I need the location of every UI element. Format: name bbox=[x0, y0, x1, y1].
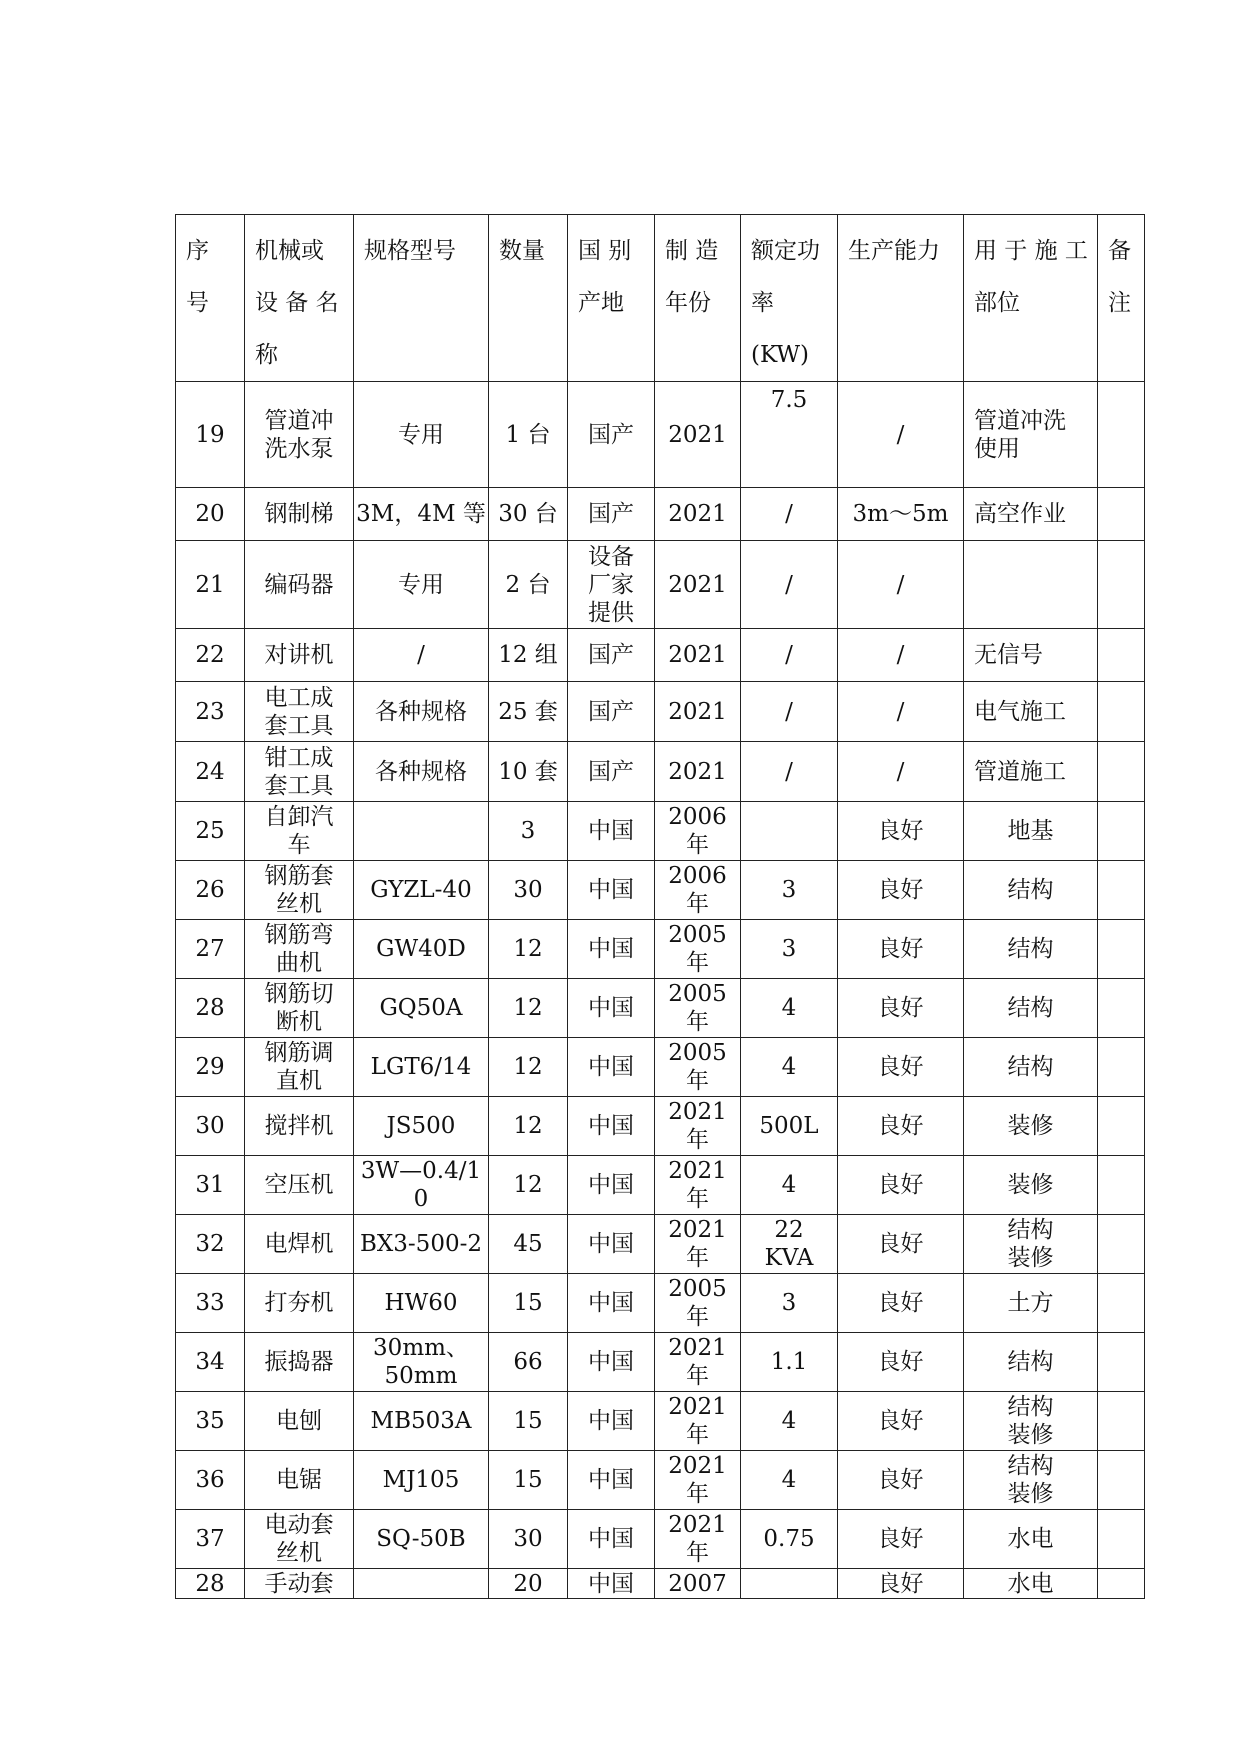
cell-capacity: 良好 bbox=[838, 1215, 964, 1274]
table-row bbox=[176, 979, 1145, 1038]
cell-year: 2021 bbox=[655, 382, 741, 488]
cell-remark bbox=[1098, 920, 1145, 979]
table-row bbox=[176, 541, 1145, 629]
cell-remark bbox=[1098, 861, 1145, 920]
cell-model: BX3-500-2 bbox=[354, 1215, 489, 1274]
cell-usage: 结构 装修 bbox=[964, 1392, 1098, 1451]
cell-model bbox=[354, 1569, 489, 1599]
cell-no: 26 bbox=[176, 861, 245, 920]
cell-model: 专用 bbox=[354, 541, 489, 629]
cell-remark bbox=[1098, 1451, 1145, 1510]
table-row bbox=[176, 1392, 1145, 1451]
cell-no: 32 bbox=[176, 1215, 245, 1274]
cell-year: 2021 bbox=[655, 742, 741, 802]
cell-no: 25 bbox=[176, 802, 245, 861]
cell-no: 33 bbox=[176, 1274, 245, 1333]
cell-no: 24 bbox=[176, 742, 245, 802]
cell-power: 22 KVA bbox=[741, 1215, 838, 1274]
cell-capacity: 良好 bbox=[838, 1510, 964, 1569]
cell-usage bbox=[964, 541, 1098, 629]
table-row bbox=[176, 1215, 1145, 1274]
cell-origin: 国产 bbox=[568, 488, 655, 541]
cell-no: 29 bbox=[176, 1038, 245, 1097]
cell-remark bbox=[1098, 1156, 1145, 1215]
cell-capacity: 良好 bbox=[838, 1097, 964, 1156]
header-cell: 机械或 设 备 名 称 bbox=[245, 215, 354, 382]
table-row bbox=[176, 742, 1145, 802]
cell-qty: 30 台 bbox=[489, 488, 568, 541]
cell-capacity: / bbox=[838, 382, 964, 488]
cell-power: 3 bbox=[741, 920, 838, 979]
cell-remark bbox=[1098, 802, 1145, 861]
cell-usage: 水电 bbox=[964, 1510, 1098, 1569]
cell-capacity: / bbox=[838, 682, 964, 742]
cell-power: 500L bbox=[741, 1097, 838, 1156]
cell-qty: 15 bbox=[489, 1274, 568, 1333]
cell-remark bbox=[1098, 1215, 1145, 1274]
cell-qty: 1 台 bbox=[489, 382, 568, 488]
cell-year: 2021 年 bbox=[655, 1333, 741, 1392]
cell-power: 4 bbox=[741, 1038, 838, 1097]
cell-capacity: 良好 bbox=[838, 979, 964, 1038]
cell-year: 2005 年 bbox=[655, 1038, 741, 1097]
cell-power: 4 bbox=[741, 979, 838, 1038]
cell-year: 2007 bbox=[655, 1569, 741, 1599]
cell-year: 2021 年 bbox=[655, 1510, 741, 1569]
cell-remark bbox=[1098, 382, 1145, 488]
cell-power: 0.75 bbox=[741, 1510, 838, 1569]
cell-capacity: 良好 bbox=[838, 1156, 964, 1215]
cell-usage: 装修 bbox=[964, 1156, 1098, 1215]
cell-capacity: 良好 bbox=[838, 920, 964, 979]
cell-origin: 中国 bbox=[568, 1333, 655, 1392]
table-row bbox=[176, 920, 1145, 979]
cell-power: / bbox=[741, 742, 838, 802]
cell-capacity: 良好 bbox=[838, 1274, 964, 1333]
cell-origin: 中国 bbox=[568, 802, 655, 861]
cell-qty: 30 bbox=[489, 861, 568, 920]
cell-usage: 装修 bbox=[964, 1097, 1098, 1156]
cell-origin: 中国 bbox=[568, 1510, 655, 1569]
cell-power: 1.1 bbox=[741, 1333, 838, 1392]
cell-model: SQ-50B bbox=[354, 1510, 489, 1569]
cell-qty: 12 bbox=[489, 979, 568, 1038]
table-row bbox=[176, 1333, 1145, 1392]
cell-model: 各种规格 bbox=[354, 682, 489, 742]
table-row bbox=[176, 1274, 1145, 1333]
cell-capacity: 良好 bbox=[838, 802, 964, 861]
cell-year: 2021 年 bbox=[655, 1451, 741, 1510]
cell-year: 2021 年 bbox=[655, 1156, 741, 1215]
cell-name: 搅拌机 bbox=[245, 1097, 354, 1156]
cell-year: 2021 年 bbox=[655, 1215, 741, 1274]
cell-qty: 2 台 bbox=[489, 541, 568, 629]
cell-usage: 结构 bbox=[964, 861, 1098, 920]
cell-year: 2021 年 bbox=[655, 1392, 741, 1451]
cell-qty: 3 bbox=[489, 802, 568, 861]
cell-origin: 国产 bbox=[568, 629, 655, 682]
cell-power bbox=[741, 1569, 838, 1599]
cell-origin: 中国 bbox=[568, 1038, 655, 1097]
header-cell: 制 造 年份 bbox=[655, 215, 741, 382]
header-cell: 数量 bbox=[489, 215, 568, 382]
header-cell: 序 号 bbox=[176, 215, 245, 382]
cell-usage: 水电 bbox=[964, 1569, 1098, 1599]
cell-usage: 结构 装修 bbox=[964, 1451, 1098, 1510]
cell-remark bbox=[1098, 682, 1145, 742]
cell-no: 21 bbox=[176, 541, 245, 629]
cell-capacity: 良好 bbox=[838, 1392, 964, 1451]
cell-name: 电刨 bbox=[245, 1392, 354, 1451]
cell-qty: 15 bbox=[489, 1451, 568, 1510]
cell-usage: 结构 装修 bbox=[964, 1215, 1098, 1274]
cell-qty: 12 bbox=[489, 1097, 568, 1156]
cell-year: 2005 年 bbox=[655, 920, 741, 979]
cell-power: / bbox=[741, 541, 838, 629]
cell-no: 34 bbox=[176, 1333, 245, 1392]
header-cell: 规格型号 bbox=[354, 215, 489, 382]
cell-no: 27 bbox=[176, 920, 245, 979]
cell-power bbox=[741, 802, 838, 861]
cell-usage: 结构 bbox=[964, 1333, 1098, 1392]
cell-power: 4 bbox=[741, 1156, 838, 1215]
table-row bbox=[176, 682, 1145, 742]
cell-remark bbox=[1098, 1038, 1145, 1097]
cell-no: 20 bbox=[176, 488, 245, 541]
cell-origin: 国产 bbox=[568, 682, 655, 742]
table-row bbox=[176, 629, 1145, 682]
table-row bbox=[176, 1451, 1145, 1510]
cell-qty: 30 bbox=[489, 1510, 568, 1569]
cell-qty: 10 套 bbox=[489, 742, 568, 802]
cell-power: / bbox=[741, 488, 838, 541]
cell-model: LGT6/14 bbox=[354, 1038, 489, 1097]
header-cell: 备 注 bbox=[1098, 215, 1145, 382]
cell-no: 37 bbox=[176, 1510, 245, 1569]
header-cell: 生产能力 bbox=[838, 215, 964, 382]
cell-year: 2021 年 bbox=[655, 1097, 741, 1156]
cell-name: 管道冲 洗水泵 bbox=[245, 382, 354, 488]
cell-remark bbox=[1098, 1569, 1145, 1599]
cell-no: 23 bbox=[176, 682, 245, 742]
cell-power: / bbox=[741, 682, 838, 742]
cell-year: 2006 年 bbox=[655, 861, 741, 920]
cell-capacity: 良好 bbox=[838, 861, 964, 920]
cell-model: GW40D bbox=[354, 920, 489, 979]
cell-no: 22 bbox=[176, 629, 245, 682]
cell-usage: 管道冲洗 使用 bbox=[964, 382, 1098, 488]
cell-usage: 土方 bbox=[964, 1274, 1098, 1333]
cell-power: 4 bbox=[741, 1392, 838, 1451]
table-row bbox=[176, 861, 1145, 920]
cell-usage: 无信号 bbox=[964, 629, 1098, 682]
cell-remark bbox=[1098, 742, 1145, 802]
cell-no: 30 bbox=[176, 1097, 245, 1156]
cell-name: 钢筋切 断机 bbox=[245, 979, 354, 1038]
cell-name: 打夯机 bbox=[245, 1274, 354, 1333]
cell-origin: 中国 bbox=[568, 1451, 655, 1510]
cell-name: 手动套 bbox=[245, 1569, 354, 1599]
cell-capacity: 3m～5m bbox=[838, 488, 964, 541]
cell-qty: 12 bbox=[489, 920, 568, 979]
cell-origin: 中国 bbox=[568, 1156, 655, 1215]
cell-year: 2021 bbox=[655, 682, 741, 742]
cell-name: 振捣器 bbox=[245, 1333, 354, 1392]
header-row bbox=[176, 215, 1145, 382]
cell-remark bbox=[1098, 488, 1145, 541]
cell-power: 7.5 bbox=[741, 382, 838, 488]
cell-qty: 66 bbox=[489, 1333, 568, 1392]
cell-capacity: 良好 bbox=[838, 1333, 964, 1392]
cell-remark bbox=[1098, 979, 1145, 1038]
cell-name: 钢筋弯 曲机 bbox=[245, 920, 354, 979]
table-row bbox=[176, 1097, 1145, 1156]
cell-model: JS500 bbox=[354, 1097, 489, 1156]
cell-remark bbox=[1098, 541, 1145, 629]
cell-usage: 电气施工 bbox=[964, 682, 1098, 742]
cell-origin: 中国 bbox=[568, 1215, 655, 1274]
cell-qty: 20 bbox=[489, 1569, 568, 1599]
cell-qty: 12 组 bbox=[489, 629, 568, 682]
cell-usage: 管道施工 bbox=[964, 742, 1098, 802]
cell-capacity: / bbox=[838, 742, 964, 802]
cell-capacity: / bbox=[838, 541, 964, 629]
cell-model: MJ105 bbox=[354, 1451, 489, 1510]
table-row bbox=[176, 1569, 1145, 1599]
cell-power: 4 bbox=[741, 1451, 838, 1510]
cell-no: 36 bbox=[176, 1451, 245, 1510]
cell-model: 专用 bbox=[354, 382, 489, 488]
cell-usage: 结构 bbox=[964, 979, 1098, 1038]
cell-no: 35 bbox=[176, 1392, 245, 1451]
cell-origin: 设备 厂家 提供 bbox=[568, 541, 655, 629]
cell-name: 钢筋套 丝机 bbox=[245, 861, 354, 920]
cell-no: 31 bbox=[176, 1156, 245, 1215]
cell-origin: 中国 bbox=[568, 1097, 655, 1156]
cell-name: 空压机 bbox=[245, 1156, 354, 1215]
cell-year: 2005 年 bbox=[655, 979, 741, 1038]
table-row bbox=[176, 488, 1145, 541]
cell-model: MB503A bbox=[354, 1392, 489, 1451]
cell-year: 2006 年 bbox=[655, 802, 741, 861]
table-row bbox=[176, 802, 1145, 861]
cell-name: 钢制梯 bbox=[245, 488, 354, 541]
cell-usage: 高空作业 bbox=[964, 488, 1098, 541]
cell-name: 电工成 套工具 bbox=[245, 682, 354, 742]
cell-remark bbox=[1098, 629, 1145, 682]
cell-name: 电动套 丝机 bbox=[245, 1510, 354, 1569]
cell-usage: 结构 bbox=[964, 1038, 1098, 1097]
cell-name: 电锯 bbox=[245, 1451, 354, 1510]
cell-usage: 地基 bbox=[964, 802, 1098, 861]
header-cell: 国 别 产地 bbox=[568, 215, 655, 382]
cell-qty: 12 bbox=[489, 1156, 568, 1215]
header-cell: 额定功 率(KW) bbox=[741, 215, 838, 382]
cell-remark bbox=[1098, 1333, 1145, 1392]
table-row bbox=[176, 1510, 1145, 1569]
cell-no: 19 bbox=[176, 382, 245, 488]
cell-power: / bbox=[741, 629, 838, 682]
cell-no: 28 bbox=[176, 979, 245, 1038]
cell-name: 电焊机 bbox=[245, 1215, 354, 1274]
cell-origin: 国产 bbox=[568, 382, 655, 488]
cell-model bbox=[354, 802, 489, 861]
cell-model: 3W—0.4/1 0 bbox=[354, 1156, 489, 1215]
cell-origin: 中国 bbox=[568, 979, 655, 1038]
cell-capacity: 良好 bbox=[838, 1038, 964, 1097]
equipment-table bbox=[175, 214, 1145, 1599]
cell-model: 各种规格 bbox=[354, 742, 489, 802]
cell-origin: 中国 bbox=[568, 920, 655, 979]
table-row bbox=[176, 382, 1145, 488]
cell-name: 钳工成 套工具 bbox=[245, 742, 354, 802]
cell-power: 3 bbox=[741, 1274, 838, 1333]
cell-year: 2005 年 bbox=[655, 1274, 741, 1333]
cell-qty: 45 bbox=[489, 1215, 568, 1274]
cell-model: / bbox=[354, 629, 489, 682]
header-cell: 用 于 施 工 部位 bbox=[964, 215, 1098, 382]
cell-remark bbox=[1098, 1392, 1145, 1451]
cell-origin: 中国 bbox=[568, 861, 655, 920]
cell-name: 对讲机 bbox=[245, 629, 354, 682]
table-row bbox=[176, 1038, 1145, 1097]
cell-capacity: / bbox=[838, 629, 964, 682]
cell-model: HW60 bbox=[354, 1274, 489, 1333]
cell-qty: 25 套 bbox=[489, 682, 568, 742]
cell-name: 编码器 bbox=[245, 541, 354, 629]
cell-origin: 中国 bbox=[568, 1274, 655, 1333]
cell-origin: 国产 bbox=[568, 742, 655, 802]
cell-power: 3 bbox=[741, 861, 838, 920]
cell-origin: 中国 bbox=[568, 1392, 655, 1451]
cell-usage: 结构 bbox=[964, 920, 1098, 979]
cell-capacity: 良好 bbox=[838, 1451, 964, 1510]
cell-model: 3M，4M 等 bbox=[354, 488, 489, 541]
cell-capacity: 良好 bbox=[838, 1569, 964, 1599]
cell-qty: 15 bbox=[489, 1392, 568, 1451]
cell-model: 30mm、50mm bbox=[354, 1333, 489, 1392]
cell-name: 自卸汽 车 bbox=[245, 802, 354, 861]
cell-year: 2021 bbox=[655, 541, 741, 629]
cell-no: 28 bbox=[176, 1569, 245, 1599]
table-row bbox=[176, 1156, 1145, 1215]
cell-year: 2021 bbox=[655, 488, 741, 541]
cell-origin: 中国 bbox=[568, 1569, 655, 1599]
cell-remark bbox=[1098, 1274, 1145, 1333]
cell-name: 钢筋调 直机 bbox=[245, 1038, 354, 1097]
cell-model: GQ50A bbox=[354, 979, 489, 1038]
cell-remark bbox=[1098, 1097, 1145, 1156]
cell-remark bbox=[1098, 1510, 1145, 1569]
cell-year: 2021 bbox=[655, 629, 741, 682]
cell-model: GYZL-40 bbox=[354, 861, 489, 920]
cell-qty: 12 bbox=[489, 1038, 568, 1097]
